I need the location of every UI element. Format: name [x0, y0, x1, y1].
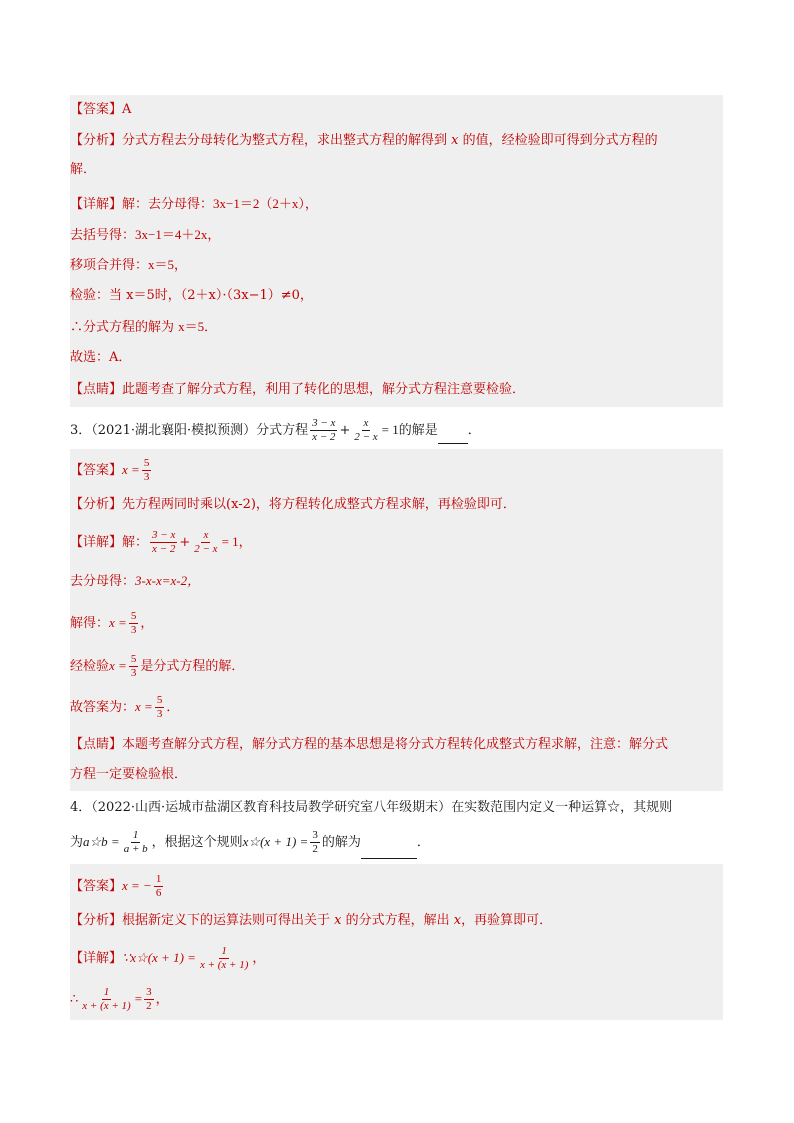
- q2-detail-step: [70, 225, 723, 246]
- fraction-denominator: a + b: [123, 843, 148, 855]
- detail-equation: x＝5，: [148, 257, 188, 272]
- fraction-numerator: 5: [130, 610, 137, 622]
- fraction-denominator: 2 − x: [194, 543, 218, 555]
- analysis-text: 先方程两同时乘以(x-2)，将方程转化成整式方程求解，再检验即可．: [122, 497, 516, 512]
- q3-detail-step: [70, 571, 723, 592]
- analysis-var: x: [451, 133, 459, 148]
- analysis-tag: 【分析】: [70, 913, 123, 928]
- question-text: 的解为: [321, 835, 361, 850]
- fraction-numerator: 3: [312, 829, 318, 841]
- answer-tag: 【答案】: [70, 463, 123, 478]
- detail-equation: = 1，: [221, 534, 252, 549]
- fraction-numerator: 5: [143, 457, 150, 469]
- operator: +: [179, 535, 191, 550]
- fraction-denominator: 3: [156, 708, 163, 720]
- operator: =: [134, 991, 143, 1006]
- q2-detail-line: [70, 194, 723, 215]
- q2-comment-line: [70, 380, 723, 400]
- comment-text: 方程一定要检验根．: [70, 767, 188, 782]
- analysis-text: 的值，经检验即可得到分式方程的: [458, 133, 658, 148]
- question-text: ，根据这个规则: [151, 835, 243, 850]
- q3-detail-step: [70, 651, 723, 681]
- fraction-denominator: x − 2: [312, 431, 336, 443]
- q3-answer-line: [70, 455, 723, 485]
- detail-equation: x =: [135, 699, 153, 714]
- detail-text: 故选：A．: [70, 350, 132, 365]
- fraction-denominator: 6: [155, 887, 162, 899]
- fraction: [192, 529, 219, 556]
- q2-detail-step: [70, 348, 723, 368]
- fraction: [144, 986, 154, 1013]
- detail-text: ．: [166, 700, 180, 715]
- detail-equation: 3-x-x=x-2，: [135, 573, 201, 588]
- fraction-denominator: 2 − x: [354, 431, 378, 443]
- q3-detail-step: [70, 692, 723, 722]
- fraction: [310, 417, 337, 444]
- detail-equation: x =: [109, 658, 127, 673]
- comment-text: 本题考查解分式方程，解分式方程的基本思想是将分式方程转化成整式方程求解，注意：解分式: [122, 737, 669, 752]
- fraction-denominator: 3: [130, 624, 137, 636]
- fraction-numerator: 5: [130, 653, 137, 665]
- analysis-text: 分式方程去分母转化为整式方程，求出整式方程的解得到: [122, 133, 452, 148]
- question-text: 4．（2022·山西·运城市盐湖区教育科技局教学研究室八年级期末）在实数范围内定义一种运算☆，其规则: [70, 800, 673, 815]
- q4-detail-step: [70, 982, 723, 1016]
- detail-equation: ∵x☆(x + 1) =: [122, 950, 196, 965]
- q3-detail-line: [70, 527, 723, 557]
- detail-equation: 3x−1＝2（2＋x），: [213, 196, 318, 211]
- fraction-numerator: 1: [103, 986, 110, 998]
- fraction: [352, 417, 379, 444]
- analysis-tag: 【分析】: [70, 497, 123, 512]
- q2-analysis-cont: [70, 160, 723, 180]
- detail-equation: x＝5．: [178, 319, 218, 334]
- detail-tag: 【详解】: [70, 197, 123, 212]
- fraction-denominator: 2: [312, 843, 318, 855]
- detail-text: 故答案为：: [70, 700, 136, 715]
- fraction-denominator: x + (x + 1): [82, 1000, 131, 1012]
- comment-tag: 【点睛】: [70, 737, 123, 752]
- fraction-numerator: 3 − x: [312, 417, 336, 429]
- equation: a☆b =: [83, 834, 120, 849]
- analysis-var: x: [453, 913, 462, 928]
- fraction-denominator: x − 2: [152, 543, 176, 555]
- q3-analysis-line: [70, 495, 723, 515]
- fraction-denominator: 3: [143, 471, 150, 483]
- q4-analysis-line: [70, 911, 723, 931]
- q2-detail-step: [70, 317, 723, 338]
- detail-text: 去分母得：: [70, 574, 136, 589]
- detail-text: 检验：当 x＝5时，（2＋x）·（3x−1）≠0，: [70, 288, 313, 303]
- detail-text: 是分式方程的解．: [140, 659, 245, 674]
- fraction-denominator: 3: [130, 667, 137, 679]
- fraction-denominator: 2: [146, 1000, 152, 1012]
- question-text: 为: [70, 835, 84, 850]
- detail-text: 解：去分母得：: [122, 197, 214, 212]
- detail-text: ∴: [70, 992, 79, 1007]
- question-text: ．: [416, 835, 430, 850]
- operator: +: [339, 423, 351, 438]
- fraction: [129, 610, 139, 637]
- q2-detail-step: [70, 286, 723, 306]
- detail-text: 解得：: [70, 616, 110, 631]
- fraction-numerator: x: [203, 529, 209, 541]
- answer-blank: [361, 844, 417, 859]
- detail-equation: x =: [109, 615, 127, 630]
- fraction-numerator: 1: [221, 945, 227, 957]
- fraction: [198, 945, 250, 972]
- fraction-numerator: 1: [132, 829, 139, 841]
- q4-detail-line: [70, 942, 723, 974]
- q4-stem-cont: [70, 826, 723, 858]
- question-text: = 1的解是: [381, 422, 438, 437]
- answer-value: x =: [122, 462, 140, 477]
- fraction-numerator: 3 − x: [152, 529, 176, 541]
- detail-text: ，: [155, 992, 169, 1007]
- question-text: 3．（2021·湖北襄阳·模拟预测）分式方程: [70, 423, 309, 438]
- detail-tag: 【详解】: [70, 535, 123, 550]
- q4-answer-line: [70, 870, 723, 902]
- q2-analysis-line: [70, 131, 723, 151]
- fraction-numerator: 5: [156, 694, 163, 706]
- q3-comment-line: [70, 735, 723, 755]
- answer-blank: [438, 429, 468, 444]
- fraction-numerator: x: [363, 417, 369, 429]
- comment-text: 此题考查了解分式方程，利用了转化的思想，解分式方程注意要检验．: [122, 382, 526, 397]
- detail-text: ∴分式方程的解为: [70, 320, 179, 335]
- fraction: [310, 829, 320, 856]
- fraction: [80, 986, 132, 1013]
- detail-text: 去括号得：: [70, 228, 136, 243]
- equation: x☆(x + 1) =: [242, 834, 309, 849]
- detail-text: ，: [140, 616, 154, 631]
- fraction: [142, 457, 152, 484]
- detail-tag: 【详解】: [70, 951, 123, 966]
- q3-detail-step: [70, 608, 723, 638]
- detail-text: 经检验: [70, 659, 110, 674]
- fraction: [129, 653, 139, 680]
- detail-text: ，: [252, 951, 266, 966]
- answer-tag: 【答案】: [70, 879, 123, 894]
- q2-answer-line: [70, 100, 723, 120]
- fraction-denominator: x + (x + 1): [199, 959, 249, 971]
- q2-detail-step: [70, 255, 723, 276]
- q3-stem: [70, 417, 723, 443]
- fraction-numerator: 3: [146, 986, 152, 998]
- analysis-var: x: [334, 913, 342, 928]
- detail-text: 移项合并得：: [70, 258, 149, 273]
- comment-tag: 【点睛】: [70, 382, 123, 397]
- fraction: [154, 873, 164, 900]
- fraction: [155, 694, 165, 721]
- fraction: [150, 529, 177, 556]
- detail-equation: 3x−1＝4＋2x，: [135, 227, 221, 242]
- analysis-text: ，再验算即可．: [461, 913, 553, 928]
- analysis-tag: 【分析】: [70, 133, 123, 148]
- answer-value: A: [122, 102, 132, 117]
- analysis-text: 解．: [70, 162, 97, 177]
- fraction: [122, 829, 150, 856]
- fraction-numerator: 1: [155, 873, 162, 885]
- q3-comment-cont: [70, 765, 723, 785]
- detail-text: 解：: [122, 535, 149, 550]
- analysis-text: 的分式方程，解出: [341, 913, 454, 928]
- answer-value: x = −: [122, 878, 152, 893]
- answer-tag: 【答案】: [70, 102, 123, 117]
- q4-stem: [70, 798, 723, 818]
- analysis-text: 根据新定义下的运算法则可得出关于: [122, 913, 335, 928]
- question-text: ．: [467, 423, 481, 438]
